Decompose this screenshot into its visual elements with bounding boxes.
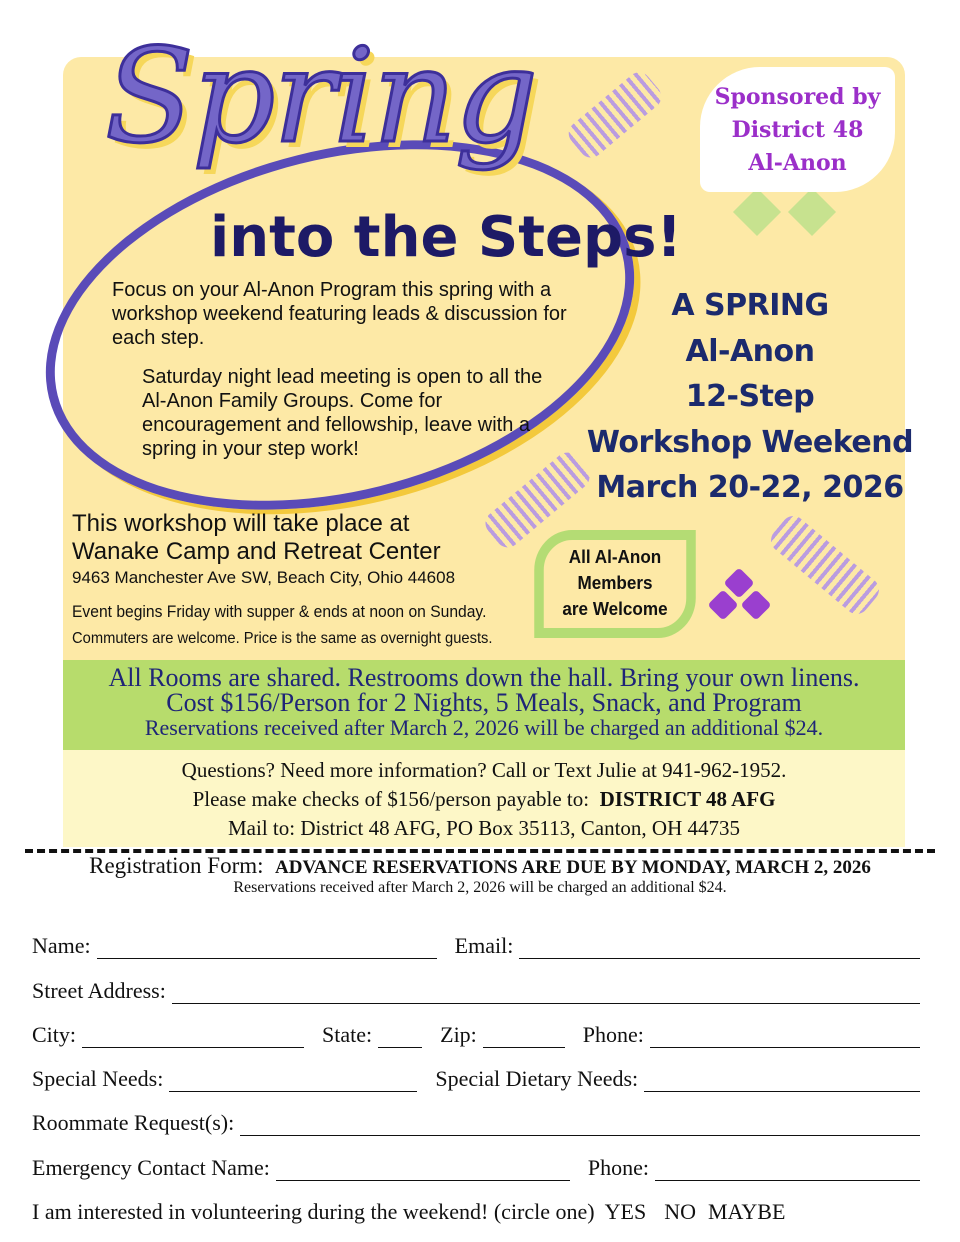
contact-info <box>63 750 905 847</box>
registration-title: Registration Form: <box>89 853 264 878</box>
rooms-note: All Rooms are shared. Restrooms down the hall. Bring your own linens. <box>108 663 860 692</box>
spring-logo: Spring <box>105 20 536 172</box>
state-field[interactable] <box>378 1028 422 1048</box>
intro-text: Focus on your Al-Anon Program this spring with a workshop weekend featuring leads & discussion for each step. <box>112 279 567 349</box>
location-info <box>72 510 529 648</box>
name-field[interactable] <box>97 939 437 959</box>
checks-line <box>63 785 905 814</box>
cost-note: Cost $156/Person for 2 Nights, 5 Meals, Snack, and Program <box>166 688 802 717</box>
checks-text: Please make checks of $156/person payable to: <box>192 787 590 811</box>
option-no[interactable]: NO <box>664 1199 696 1225</box>
zip-field[interactable] <box>483 1028 565 1048</box>
street-field[interactable] <box>172 984 920 1004</box>
due-date: ADVANCE RESERVATIONS ARE DUE BY MONDAY, MARCH 2, 2026 <box>275 857 871 878</box>
street-label: Street Address: <box>32 977 166 1003</box>
emergency-label: Emergency Contact Name: <box>32 1154 270 1180</box>
phone-label: Phone: <box>582 1021 644 1047</box>
sponsor-line: Sponsored by <box>714 84 881 110</box>
phone-field[interactable] <box>650 1028 920 1048</box>
mail-address: Mail to: District 48 AFG, PO Box 35113, Canton, OH 44735 <box>228 816 740 840</box>
dietary-label: Special Dietary Needs: <box>435 1066 639 1092</box>
late-note: Reservations received after March 2, 2026 will be charged an additional $24. <box>233 879 727 896</box>
registration-header <box>0 853 960 897</box>
event-times: Event begins Friday with supper & ends at noon on Sunday. <box>72 602 487 621</box>
email-field[interactable] <box>519 939 920 959</box>
sponsor-line: Al-Anon <box>748 150 847 176</box>
workshop-line: Al-Anon <box>685 333 815 369</box>
emergency-phone-label: Phone: <box>587 1154 649 1180</box>
sponsor-badge <box>700 67 895 192</box>
workshop-line: 12-Step <box>685 379 815 414</box>
subtitle: into the Steps! <box>210 205 682 270</box>
option-maybe[interactable]: MAYBE <box>707 1199 786 1225</box>
payee: DISTRICT 48 AFG <box>599 787 776 811</box>
questions-line: Questions? Need more information? Call or Text Julie at 941-962-1952. <box>181 758 787 782</box>
welcome-line: Members <box>577 573 653 593</box>
saturday-text: Saturday night lead meeting is open to all the Al-Anon Family Groups. Come for encouragement and fellowship, leave with a spring in your step work! <box>142 366 543 460</box>
commuters-note: Commuters are welcome. Price is the same as overnight guests. <box>72 630 493 647</box>
city-field[interactable] <box>82 1028 304 1048</box>
welcome-badge <box>534 530 696 638</box>
sponsor-line: District 48 <box>731 117 864 143</box>
roommate-label: Roommate Request(s): <box>32 1110 235 1136</box>
city-label: City: <box>32 1021 77 1047</box>
welcome-line: All Al-Anon <box>568 547 662 567</box>
special-needs-field[interactable] <box>169 1072 417 1092</box>
workshop-line: Workshop Weekend <box>586 424 914 460</box>
emergency-field[interactable] <box>276 1161 570 1181</box>
workshop-dates: March 20-22, 2026 <box>596 470 904 505</box>
registration-form <box>32 915 920 1225</box>
late-fee-note: Reservations received after March 2, 2026 will be charged an additional $24. <box>144 715 824 740</box>
roommate-field[interactable] <box>240 1116 920 1136</box>
state-label: State: <box>322 1021 373 1047</box>
workshop-line: A SPRING <box>671 288 829 323</box>
emergency-phone-field[interactable] <box>655 1161 920 1181</box>
name-label: Name: <box>32 933 91 959</box>
location-line: This workshop will take place at <box>72 510 410 537</box>
volunteer-label: I am interested in volunteering during the weekend! (circle one) <box>32 1199 595 1225</box>
special-needs-label: Special Needs: <box>32 1066 164 1092</box>
pricing-band <box>63 660 905 750</box>
venue-name: Wanake Camp and Retreat Center <box>72 538 441 565</box>
option-yes[interactable]: YES <box>604 1199 647 1225</box>
venue-address: 9463 Manchester Ave SW, Beach City, Ohio 44608 <box>72 568 456 587</box>
zip-label: Zip: <box>440 1021 477 1047</box>
welcome-line: are Welcome <box>562 599 668 619</box>
workshop-title <box>580 283 920 511</box>
email-label: Email: <box>454 933 514 959</box>
dietary-field[interactable] <box>644 1072 920 1092</box>
